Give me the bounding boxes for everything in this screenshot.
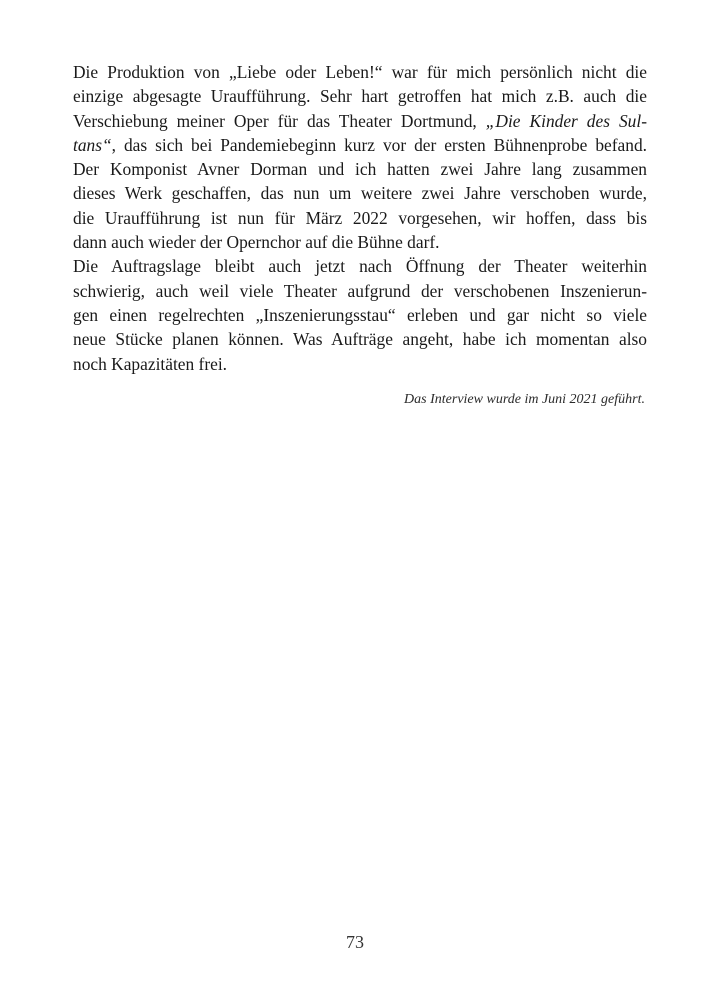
text-line: dieses Werk geschaffen, das nun um weitere zwei Jahre verschoben wurde, [73, 183, 647, 204]
text-line [73, 109, 647, 133]
text-line: gen einen regelrechten „Inszenierungsstau“ erleben und gar nicht so viele [73, 304, 647, 325]
text-line: Die Auftragslage bleibt auch jetzt nach Öffnung der Theater weiterhin [73, 256, 647, 277]
text-line [73, 133, 647, 157]
paragraph [73, 60, 647, 254]
paragraph [73, 254, 647, 375]
text-line: neue Stücke planen können. Was Aufträge angeht, habe ich momentan also [73, 329, 647, 350]
text-line: dann auch wieder der Opernchor auf die Bühne darf. [73, 232, 440, 253]
text-span: Verschiebung meiner Oper für das Theater Dortmund, [73, 110, 486, 131]
text-line: Der Komponist Avner Dorman und ich hatten zwei Jahre lang zusammen [73, 159, 647, 180]
opera-title-italic: „Die Kinder des Sul- [485, 110, 647, 131]
text-line: die Uraufführung ist nun für März 2022 vorgesehen, wir hoffen, dass bis [73, 207, 647, 228]
text-line: Die Produktion von „Liebe oder Leben!“ war für mich persönlich nicht die [73, 62, 647, 82]
text-line: einzige abgesagte Uraufführung. Sehr hart getroffen hat mich z.B. auch die [73, 86, 647, 107]
text-span: , das sich bei Pandemiebeginn kurz vor der ersten Bühnenprobe befand. [111, 134, 647, 155]
page-number: 73 [346, 932, 364, 952]
body-text [73, 60, 647, 376]
interview-date-note: Das Interview wurde im Juni 2021 geführt. [404, 392, 645, 407]
opera-title-italic: tans“ [73, 134, 112, 155]
text-line: schwierig, auch weil viele Theater aufgrund der verschobenen Inszenierun- [73, 280, 647, 301]
text-line: noch Kapazitäten frei. [73, 353, 228, 374]
